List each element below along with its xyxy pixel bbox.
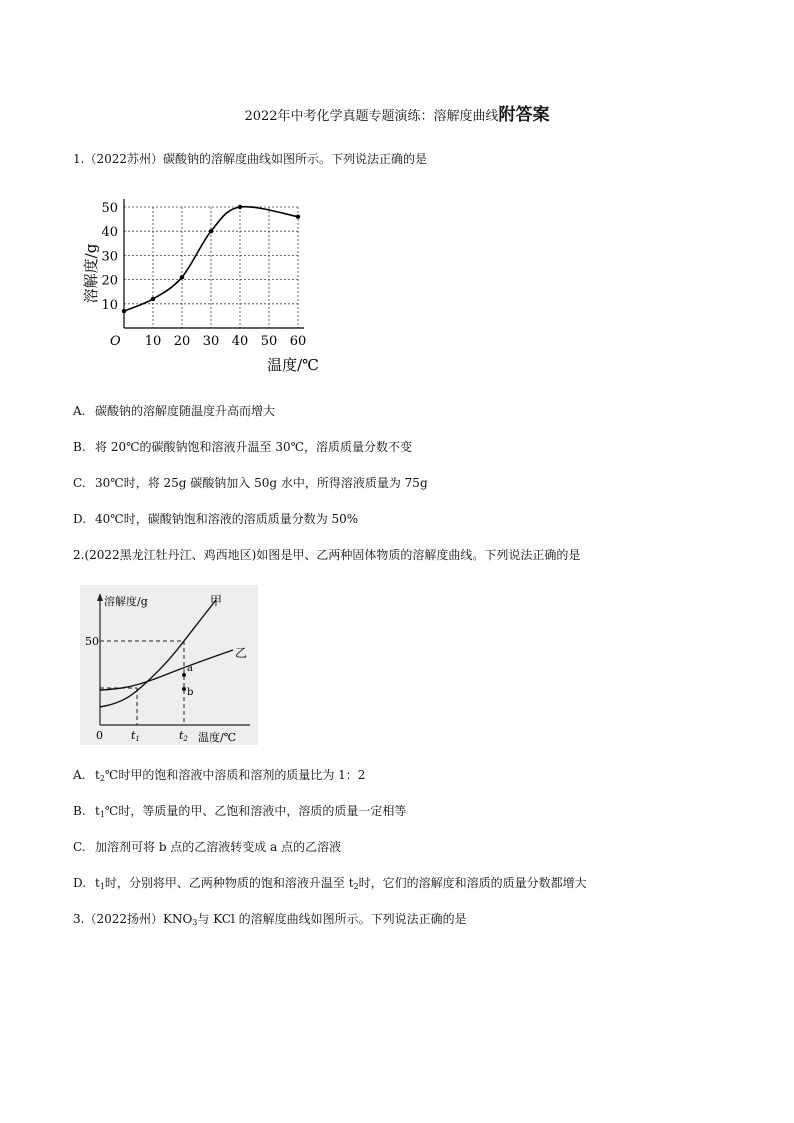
chart2-point-b [182, 687, 186, 691]
chart1-y-tick-label: 30 [101, 249, 118, 265]
chart1-x-tick-label: 40 [231, 334, 249, 349]
q1-option-a[interactable]: A. 碳酸钠的溶解度随温度升高而增大 [73, 404, 276, 418]
chart1-tick-labels [101, 201, 306, 349]
chart2-y-axis-label: 溶解度/g [104, 595, 148, 608]
chart-jia-yi [80, 585, 258, 745]
question-3-stem: 3.（2022扬州）$KNO_3$与 KCl 的溶解度曲线如图所示。下列说法正确的是 [73, 912, 467, 927]
q2-option-b[interactable]: B. $t_1℃$时，等质量的甲、乙饱和溶液中，溶质的质量一定相等 [73, 804, 407, 819]
chart1-data-point [151, 297, 155, 301]
question-1-stem: 1.（2022苏州）碳酸钠的溶解度曲线如图所示。下列说法正确的是 [73, 152, 427, 166]
chart2-x-axis-label: 温度/℃ [198, 731, 237, 744]
q1-option-b[interactable]: B. 将 20℃的碳酸钠饱和溶液升温至 30℃，溶质质量分数不变 [73, 440, 413, 454]
q1-option-c[interactable]: C. 30℃时，将 25g 碳酸钠加入 50g 水中，所得溶液质量为 75g [73, 476, 428, 490]
chart2-origin-label: 0 [96, 729, 103, 742]
chart2-series-label-jia: 甲 [210, 594, 223, 608]
chart1-x-tick-label: 10 [144, 334, 162, 349]
chart1-data-point [238, 205, 242, 209]
chart1-x-axis-label: 温度/℃ [267, 356, 319, 374]
chart2-point-a [182, 673, 186, 677]
chart2-background [80, 585, 258, 745]
chart1-y-tick-label: 40 [101, 225, 118, 241]
chart2-point-label-a: a [187, 663, 193, 674]
chart2-point-label-b: b [187, 687, 194, 698]
chart1-x-tick-label: 20 [173, 334, 191, 349]
chart1-data-point [180, 275, 184, 279]
chart1-y-tick-label: 50 [101, 201, 118, 216]
q2-option-d[interactable]: D. $t_1$时，分别将甲、乙两种物质的饱和溶液升温至 $t_2$时，它们的溶解度和溶质的质量分数都增大 [73, 876, 587, 891]
q2-option-c[interactable]: C. 加溶剂可将 b 点的乙溶液转变成 a 点的乙溶液 [73, 840, 342, 854]
chart1-y-axis-label: 溶解度/g [82, 243, 100, 304]
chart1-y-tick-label: 20 [101, 273, 118, 289]
q1-option-d[interactable]: D. 40℃时，碳酸钠饱和溶液的溶质质量分数为 50% [73, 512, 359, 526]
chart2-y-tick-50: 50 [85, 635, 99, 648]
chart1-x-tick-label: 30 [202, 334, 220, 349]
chart1-origin-label: O [110, 334, 121, 349]
chart1-axes [124, 199, 304, 328]
question-2-stem: 2.(2022黑龙江牡丹江、鸡西地区)如图是甲、乙两种固体物质的溶解度曲线。下列说法正确的是 [73, 548, 581, 562]
title-main: 2022年中考化学真题专题演练：溶解度曲线 [244, 109, 499, 124]
chart1-x-tick-label: 60 [289, 334, 307, 349]
chart2-x-tick-t2: t2 [179, 729, 188, 743]
chart1-y-tick-label: 10 [101, 297, 118, 313]
chart1-data-point [209, 229, 213, 233]
chart1-x-tick-label: 50 [260, 334, 278, 349]
chart1-grid [124, 207, 298, 328]
chart2-x-tick-t1: t1 [131, 729, 140, 743]
page-title [0, 100, 794, 125]
title-suffix: 附答案 [498, 105, 550, 125]
q2-option-a[interactable]: A. $t_2℃$时甲的饱和溶液中溶质和溶剂的质量比为 1：2 [73, 768, 366, 783]
chart2-series-label-yi: 乙 [235, 646, 248, 660]
chart1-data-point [296, 214, 300, 218]
chart1-data-point [122, 309, 126, 313]
chart-sodium-carbonate [78, 190, 338, 380]
